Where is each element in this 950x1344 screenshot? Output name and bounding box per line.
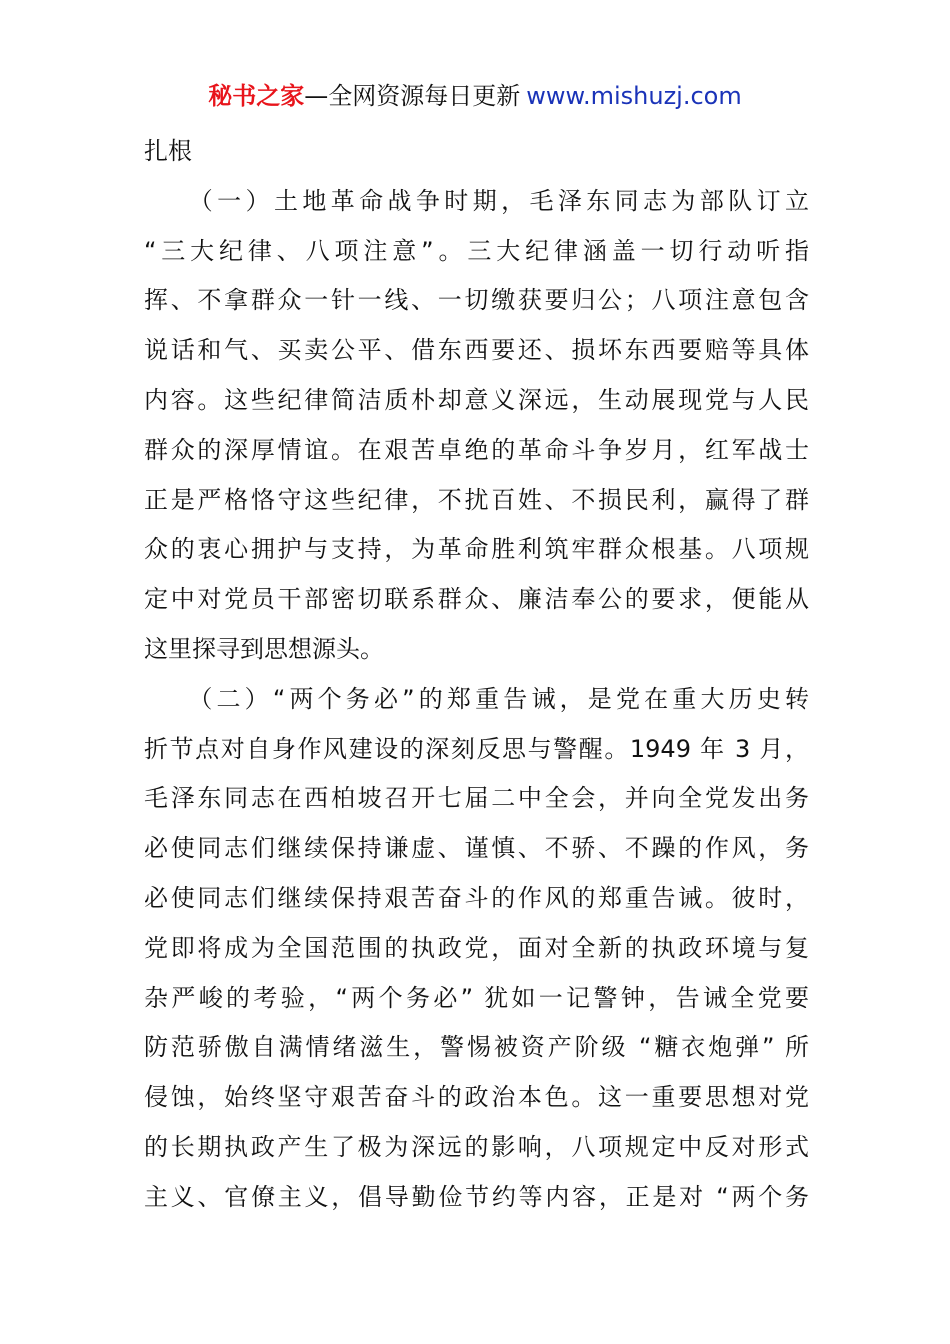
text-line: 群众的深厚情谊。在艰苦卓绝的革命斗争岁月，红军战士 (144, 435, 809, 464)
text-line: 折节点对自身作风建设的深刻反思与警醒。1949 年 3 月， (144, 734, 809, 763)
text-line: 必使同志们继续保持谦虚、谨慎、不骄、不躁的作风，务 (144, 834, 809, 863)
site-url-link[interactable]: www.mishuzj.com (526, 82, 742, 110)
text-line: 说话和气、买卖公平、借东西要还、损坏东西要赔等具体 (144, 336, 809, 365)
text-line: （二）“两个务必”的郑重告诫，是党在重大历史转 (144, 684, 809, 713)
text-line: 内容。这些纪律简洁质朴却意义深远，生动展现党与人民 (144, 385, 809, 414)
text-line: 防范骄傲自满情绪滋生，警惕被资产阶级 “糖衣炮弹” 所 (144, 1033, 809, 1062)
site-header (0, 80, 950, 112)
text-line: “三大纪律、八项注意”。三大纪律涵盖一切行动听指 (144, 236, 809, 265)
text-line: （一）土地革命战争时期，毛泽东同志为部队订立 (144, 186, 809, 215)
text-line: 必使同志们继续保持艰苦奋斗的作风的郑重告诫。彼时， (144, 883, 809, 912)
text-line: 杂严峻的考验，“两个务必” 犹如一记警钟，告诫全党要 (144, 983, 809, 1012)
text-line: 的长期执政产生了极为深远的影响，八项规定中反对形式 (144, 1132, 809, 1161)
site-brand: 秘书之家 (208, 82, 305, 110)
text-line: 扎根 (144, 137, 192, 165)
text-line: 侵蚀，始终坚守艰苦奋斗的政治本色。这一重要思想对党 (144, 1083, 809, 1112)
text-line: 定中对党员干部密切联系群众、廉洁奉公的要求，便能从 (144, 585, 809, 614)
site-tagline: —全网资源每日更新 (304, 82, 521, 110)
document-body (144, 127, 809, 1223)
text-line: 党即将成为全国范围的执政党，面对全新的执政环境与复 (144, 933, 809, 962)
text-line: 挥、不拿群众一针一线、一切缴获要归公；八项注意包含 (144, 286, 809, 315)
text-line: 毛泽东同志在西柏坡召开七届二中全会，并向全党发出务 (144, 784, 809, 813)
text-line: 主义、官僚主义，倡导勤俭节约等内容，正是对 “两个务 (144, 1182, 809, 1211)
text-line: 众的衷心拥护与支持，为革命胜利筑牢群众根基。八项规 (144, 535, 809, 564)
text-line: 这里探寻到思想源头。 (144, 634, 384, 663)
text-line: 正是严格恪守这些纪律，不扰百姓、不损民利，赢得了群 (144, 485, 809, 514)
